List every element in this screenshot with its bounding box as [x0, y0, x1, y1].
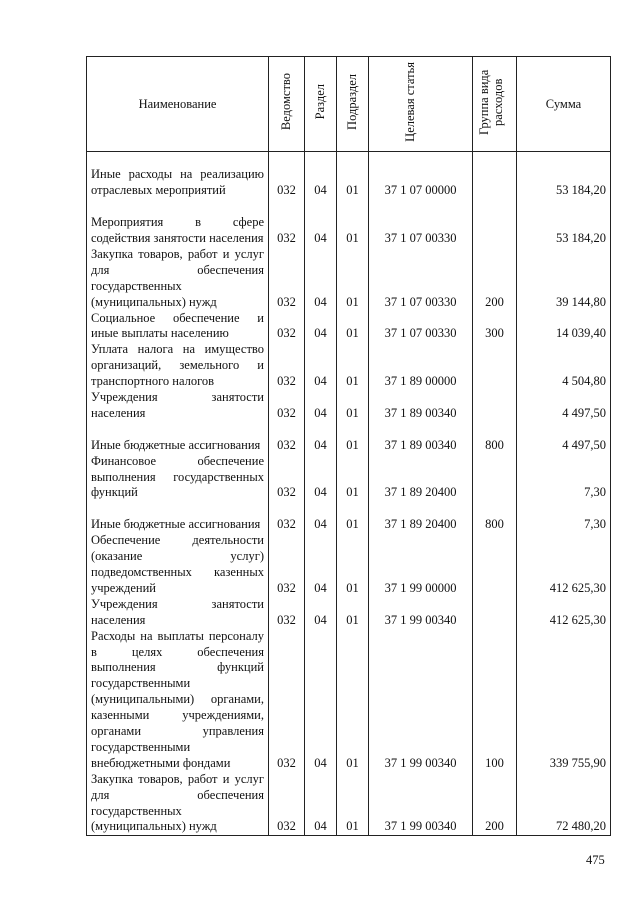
- table-row: [87, 342, 611, 390]
- row-expense-group: 100: [473, 629, 517, 772]
- table-row: [87, 390, 611, 422]
- row-subsection: 01: [337, 247, 369, 311]
- table-row: [87, 152, 611, 200]
- row-name: Иные расходы на реализацию отраслевых мероприятий: [87, 152, 269, 200]
- row-department: 032: [269, 772, 305, 836]
- row-expense-group: 800: [473, 422, 517, 454]
- table-row: [87, 247, 611, 311]
- table-row: [87, 501, 611, 533]
- row-name: Закупка товаров, работ и услуг для обеспечения государственных (муниципальных) нужд: [87, 772, 269, 836]
- row-subsection: 01: [337, 454, 369, 502]
- row-target-article: 37 1 89 00340: [369, 422, 473, 454]
- row-amount: 4 497,50: [517, 422, 611, 454]
- row-expense-group: [473, 342, 517, 390]
- row-target-article: 37 1 07 00330: [369, 311, 473, 343]
- header-target-article: Целевая статья: [369, 57, 473, 152]
- row-expense-group: [473, 454, 517, 502]
- row-amount: 412 625,30: [517, 597, 611, 629]
- row-name: Расходы на выплаты персоналу в целях обеспечения выполнения функций государственными (муниципальными) органами, казенными учреждениями, органами управления государственными внебюджетными фондами: [87, 629, 269, 772]
- header-expense-group: Группа вида расходов: [473, 57, 517, 152]
- row-expense-group: 300: [473, 311, 517, 343]
- table-row: [87, 422, 611, 454]
- row-subsection: 01: [337, 152, 369, 200]
- row-amount: 4 497,50: [517, 390, 611, 422]
- row-section: 04: [305, 533, 337, 597]
- page-number: 475: [586, 853, 605, 867]
- row-amount: 72 480,20: [517, 772, 611, 836]
- row-target-article: 37 1 07 00330: [369, 199, 473, 247]
- row-subsection: 01: [337, 342, 369, 390]
- row-department: 032: [269, 454, 305, 502]
- row-target-article: 37 1 99 00340: [369, 772, 473, 836]
- row-section: 04: [305, 311, 337, 343]
- row-section: 04: [305, 772, 337, 836]
- row-department: 032: [269, 390, 305, 422]
- row-subsection: 01: [337, 199, 369, 247]
- row-target-article: 37 1 89 00340: [369, 390, 473, 422]
- row-section: 04: [305, 629, 337, 772]
- row-expense-group: [473, 152, 517, 200]
- row-subsection: 01: [337, 422, 369, 454]
- row-name: Уплата налога на имущество организаций, земельного и транспортного налогов: [87, 342, 269, 390]
- row-amount: 39 144,80: [517, 247, 611, 311]
- row-subsection: 01: [337, 629, 369, 772]
- row-department: 032: [269, 247, 305, 311]
- row-expense-group: [473, 390, 517, 422]
- row-expense-group: 200: [473, 772, 517, 836]
- row-expense-group: [473, 199, 517, 247]
- row-expense-group: [473, 597, 517, 629]
- row-amount: 14 039,40: [517, 311, 611, 343]
- row-name: Иные бюджетные ассигнования: [87, 422, 269, 454]
- row-section: 04: [305, 247, 337, 311]
- table-row: [87, 533, 611, 597]
- table-row: [87, 311, 611, 343]
- row-amount: 7,30: [517, 501, 611, 533]
- table-row: [87, 199, 611, 247]
- row-department: 032: [269, 311, 305, 343]
- row-subsection: 01: [337, 533, 369, 597]
- row-name: Иные бюджетные ассигнования: [87, 501, 269, 533]
- table-row: [87, 454, 611, 502]
- row-section: 04: [305, 390, 337, 422]
- row-name: Мероприятия в сфере содействия занятости населения: [87, 199, 269, 247]
- row-expense-group: [473, 533, 517, 597]
- row-subsection: 01: [337, 311, 369, 343]
- row-target-article: 37 1 89 20400: [369, 454, 473, 502]
- header-subsection: Подраздел: [337, 57, 369, 152]
- table-row: [87, 597, 611, 629]
- row-department: 032: [269, 533, 305, 597]
- header-amount: Сумма: [517, 57, 611, 152]
- row-expense-group: 800: [473, 501, 517, 533]
- row-section: 04: [305, 501, 337, 533]
- row-section: 04: [305, 597, 337, 629]
- row-target-article: 37 1 89 20400: [369, 501, 473, 533]
- row-amount: 53 184,20: [517, 199, 611, 247]
- budget-table: [86, 56, 611, 836]
- header-name: Наименование: [87, 57, 269, 152]
- table-header: [87, 57, 611, 152]
- row-target-article: 37 1 07 00330: [369, 247, 473, 311]
- row-section: 04: [305, 152, 337, 200]
- row-amount: 53 184,20: [517, 152, 611, 200]
- table-body: [87, 152, 611, 836]
- row-subsection: 01: [337, 772, 369, 836]
- row-department: 032: [269, 629, 305, 772]
- row-name: Закупка товаров, работ и услуг для обеспечения государственных (муниципальных) нужд: [87, 247, 269, 311]
- row-name: Обеспечение деятельности (оказание услуг) подведомственных казенных учреждений: [87, 533, 269, 597]
- row-target-article: 37 1 99 00000: [369, 533, 473, 597]
- row-subsection: 01: [337, 390, 369, 422]
- row-department: 032: [269, 422, 305, 454]
- row-amount: 4 504,80: [517, 342, 611, 390]
- row-target-article: 37 1 99 00340: [369, 597, 473, 629]
- row-subsection: 01: [337, 597, 369, 629]
- row-target-article: 37 1 07 00000: [369, 152, 473, 200]
- row-section: 04: [305, 342, 337, 390]
- row-name: Учреждения занятости населения: [87, 390, 269, 422]
- row-amount: 412 625,30: [517, 533, 611, 597]
- row-name: Финансовое обеспечение выполнения государственных функций: [87, 454, 269, 502]
- row-target-article: 37 1 99 00340: [369, 629, 473, 772]
- row-department: 032: [269, 152, 305, 200]
- row-amount: 7,30: [517, 454, 611, 502]
- row-section: 04: [305, 199, 337, 247]
- row-section: 04: [305, 454, 337, 502]
- row-name: Учреждения занятости населения: [87, 597, 269, 629]
- row-subsection: 01: [337, 501, 369, 533]
- table-row: [87, 629, 611, 772]
- table-row: [87, 772, 611, 836]
- row-department: 032: [269, 501, 305, 533]
- row-amount: 339 755,90: [517, 629, 611, 772]
- row-target-article: 37 1 89 00000: [369, 342, 473, 390]
- row-name: Социальное обеспечение и иные выплаты населению: [87, 311, 269, 343]
- row-expense-group: 200: [473, 247, 517, 311]
- header-section: Раздел: [305, 57, 337, 152]
- row-department: 032: [269, 342, 305, 390]
- row-department: 032: [269, 597, 305, 629]
- row-section: 04: [305, 422, 337, 454]
- row-department: 032: [269, 199, 305, 247]
- header-department: Ведомство: [269, 57, 305, 152]
